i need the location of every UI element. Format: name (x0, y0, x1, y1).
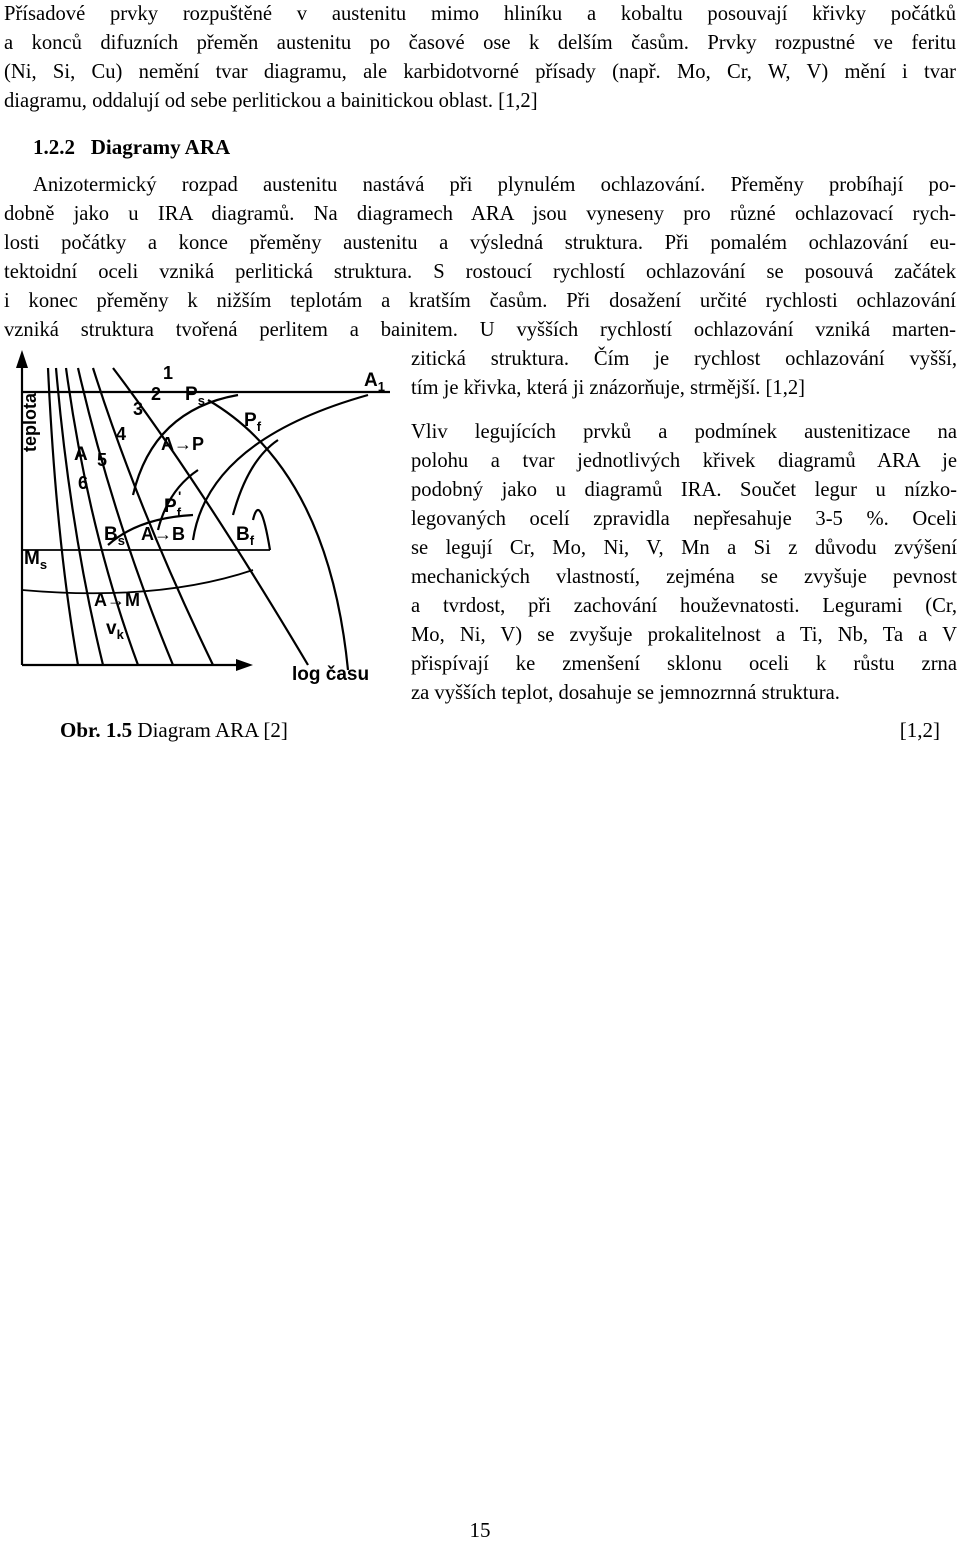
x-axis-label: log času (292, 664, 370, 685)
y-axis-arrow (16, 350, 28, 368)
curve-label-4: 4 (116, 424, 127, 444)
page-number: 15 (469, 1518, 491, 1542)
section-number: 1.2.2 (33, 135, 75, 159)
figure-caption (60, 718, 288, 743)
right-para-line-10: za vyšších teplot, dosahuje se jemnozrnná struktura. (411, 682, 840, 704)
right-para-line-3: podobný jako u diagramů IRA. Součet legur u nízko- (411, 479, 957, 501)
pf-label: $P_f$ (244, 410, 262, 434)
bs-label: $B_s$ (104, 524, 125, 548)
curve-label-6: 6 (78, 473, 89, 493)
intro-line-2: a konců difuzních přeměn austenitu po časové ose k delším časům. Prvky rozpustné ve feritu (4, 32, 956, 54)
right-para-line-7: a tvrdost, při zachování houževnatosti. Legurami (Cr, (411, 595, 957, 617)
right-para-line-1: Vliv legujících prvků a podmínek austenitizace na (411, 421, 957, 443)
right-line-1: zitická struktura. Čím je rychlost ochlazování vyšší, (411, 348, 957, 370)
curve-label-3: 3 (133, 399, 144, 419)
right-para-line-8: Mo, Ni, V) se zvyšuje prokalitelnost a Ti, Nb, Ta a V (411, 624, 957, 646)
right-para-line-2: polohu a tvar jednotlivých křivek diagramů ARA je (411, 450, 957, 472)
a-to-m-label: A→M (94, 590, 140, 610)
section-heading (33, 135, 230, 160)
ara-diagram (8, 340, 393, 690)
right-line-2: tím je křivka, která ji znázorňuje, strmější. [1,2] (411, 377, 806, 399)
section-title: Diagramy ARA (90, 135, 231, 159)
intro-line-3: (Ni, Si, Cu) nemění tvar diagramu, ale karbidotvorné přísady (např. Mo, Cr, W, V) mění i tvar (4, 61, 956, 83)
right-para-line-9: přispívají ke zmenšení sklonu oceli k růstu zrna (411, 653, 957, 675)
body-line-6: vzniká struktura tvořená perlitem a bainitem. U vyšších rychlostí ochlazování vzniká marten- (4, 319, 956, 341)
body-line-5: i konec přeměny k nižším teplotám a kratším časům. Při dosažení určité rychlosti ochlazování (4, 290, 956, 312)
a1-label: $A_1$ (364, 370, 385, 394)
body-line-3: losti počátky a konce přeměny austenitu a výsledná struktura. Při pomalém ochlazování eu- (4, 232, 956, 254)
ms-label: $M_s$ (24, 548, 48, 572)
austenite-region-label: A (74, 444, 88, 465)
x-axis-arrow (236, 659, 253, 671)
curve-label-5: 5 (97, 450, 108, 470)
cooling-curve-5 (56, 368, 103, 665)
bf-curve (233, 440, 278, 515)
curve-label-1: 1 (163, 363, 174, 383)
ps-label: $P_s$ (185, 384, 205, 408)
body-line-4: tektoidní oceli vzniká perlitická struktura. S rostoucí rychlostí ochlazování se posouvá začátek (4, 261, 956, 283)
intro-line-1: Přísadové prvky rozpuštěné v austenitu mimo hliníku a kobaltu posouvají křivky počátků (4, 3, 956, 25)
curve-label-2: 2 (151, 384, 162, 404)
a-to-p-label: A→P (161, 434, 205, 454)
y-axis-label: teplota (20, 392, 40, 452)
bf-end (253, 510, 270, 550)
right-para-line-4: legovaných ocelí zpravidla nepřesahuje 3-5 %. Oceli (411, 508, 957, 530)
body-line-2: dobně jako u IRA diagramů. Na diagramech ARA jsou vyneseny pro různé ochlazovací rych- (4, 203, 956, 225)
intro-line-4: diagramu, oddalují od sebe perlitickou a bainitickou oblast. [1,2] (4, 90, 538, 112)
caption-reference: [1,2] (899, 718, 940, 742)
right-para-line-6: mechanických vlastností, zejména se zvyšuje pevnost (411, 566, 957, 588)
vk-label: $v_k$ (106, 618, 124, 642)
caption-label: Obr. 1.5 (60, 718, 133, 742)
cooling-curve-4 (66, 368, 138, 665)
body-line-1: Anizotermický rozpad austenitu nastává při plynulém ochlazování. Přeměny probíhají po- (33, 174, 956, 196)
right-para-line-5: se legují Cr, Mo, Ni, V, Mn a Si z důvodu zvýšení (411, 537, 957, 559)
pf-prime-label: $P_f'$ (164, 488, 182, 520)
caption-text: Diagram ARA [2] (132, 718, 288, 742)
a-to-b-label: A→B (141, 524, 185, 544)
bf-label: $B_f$ (236, 524, 255, 548)
